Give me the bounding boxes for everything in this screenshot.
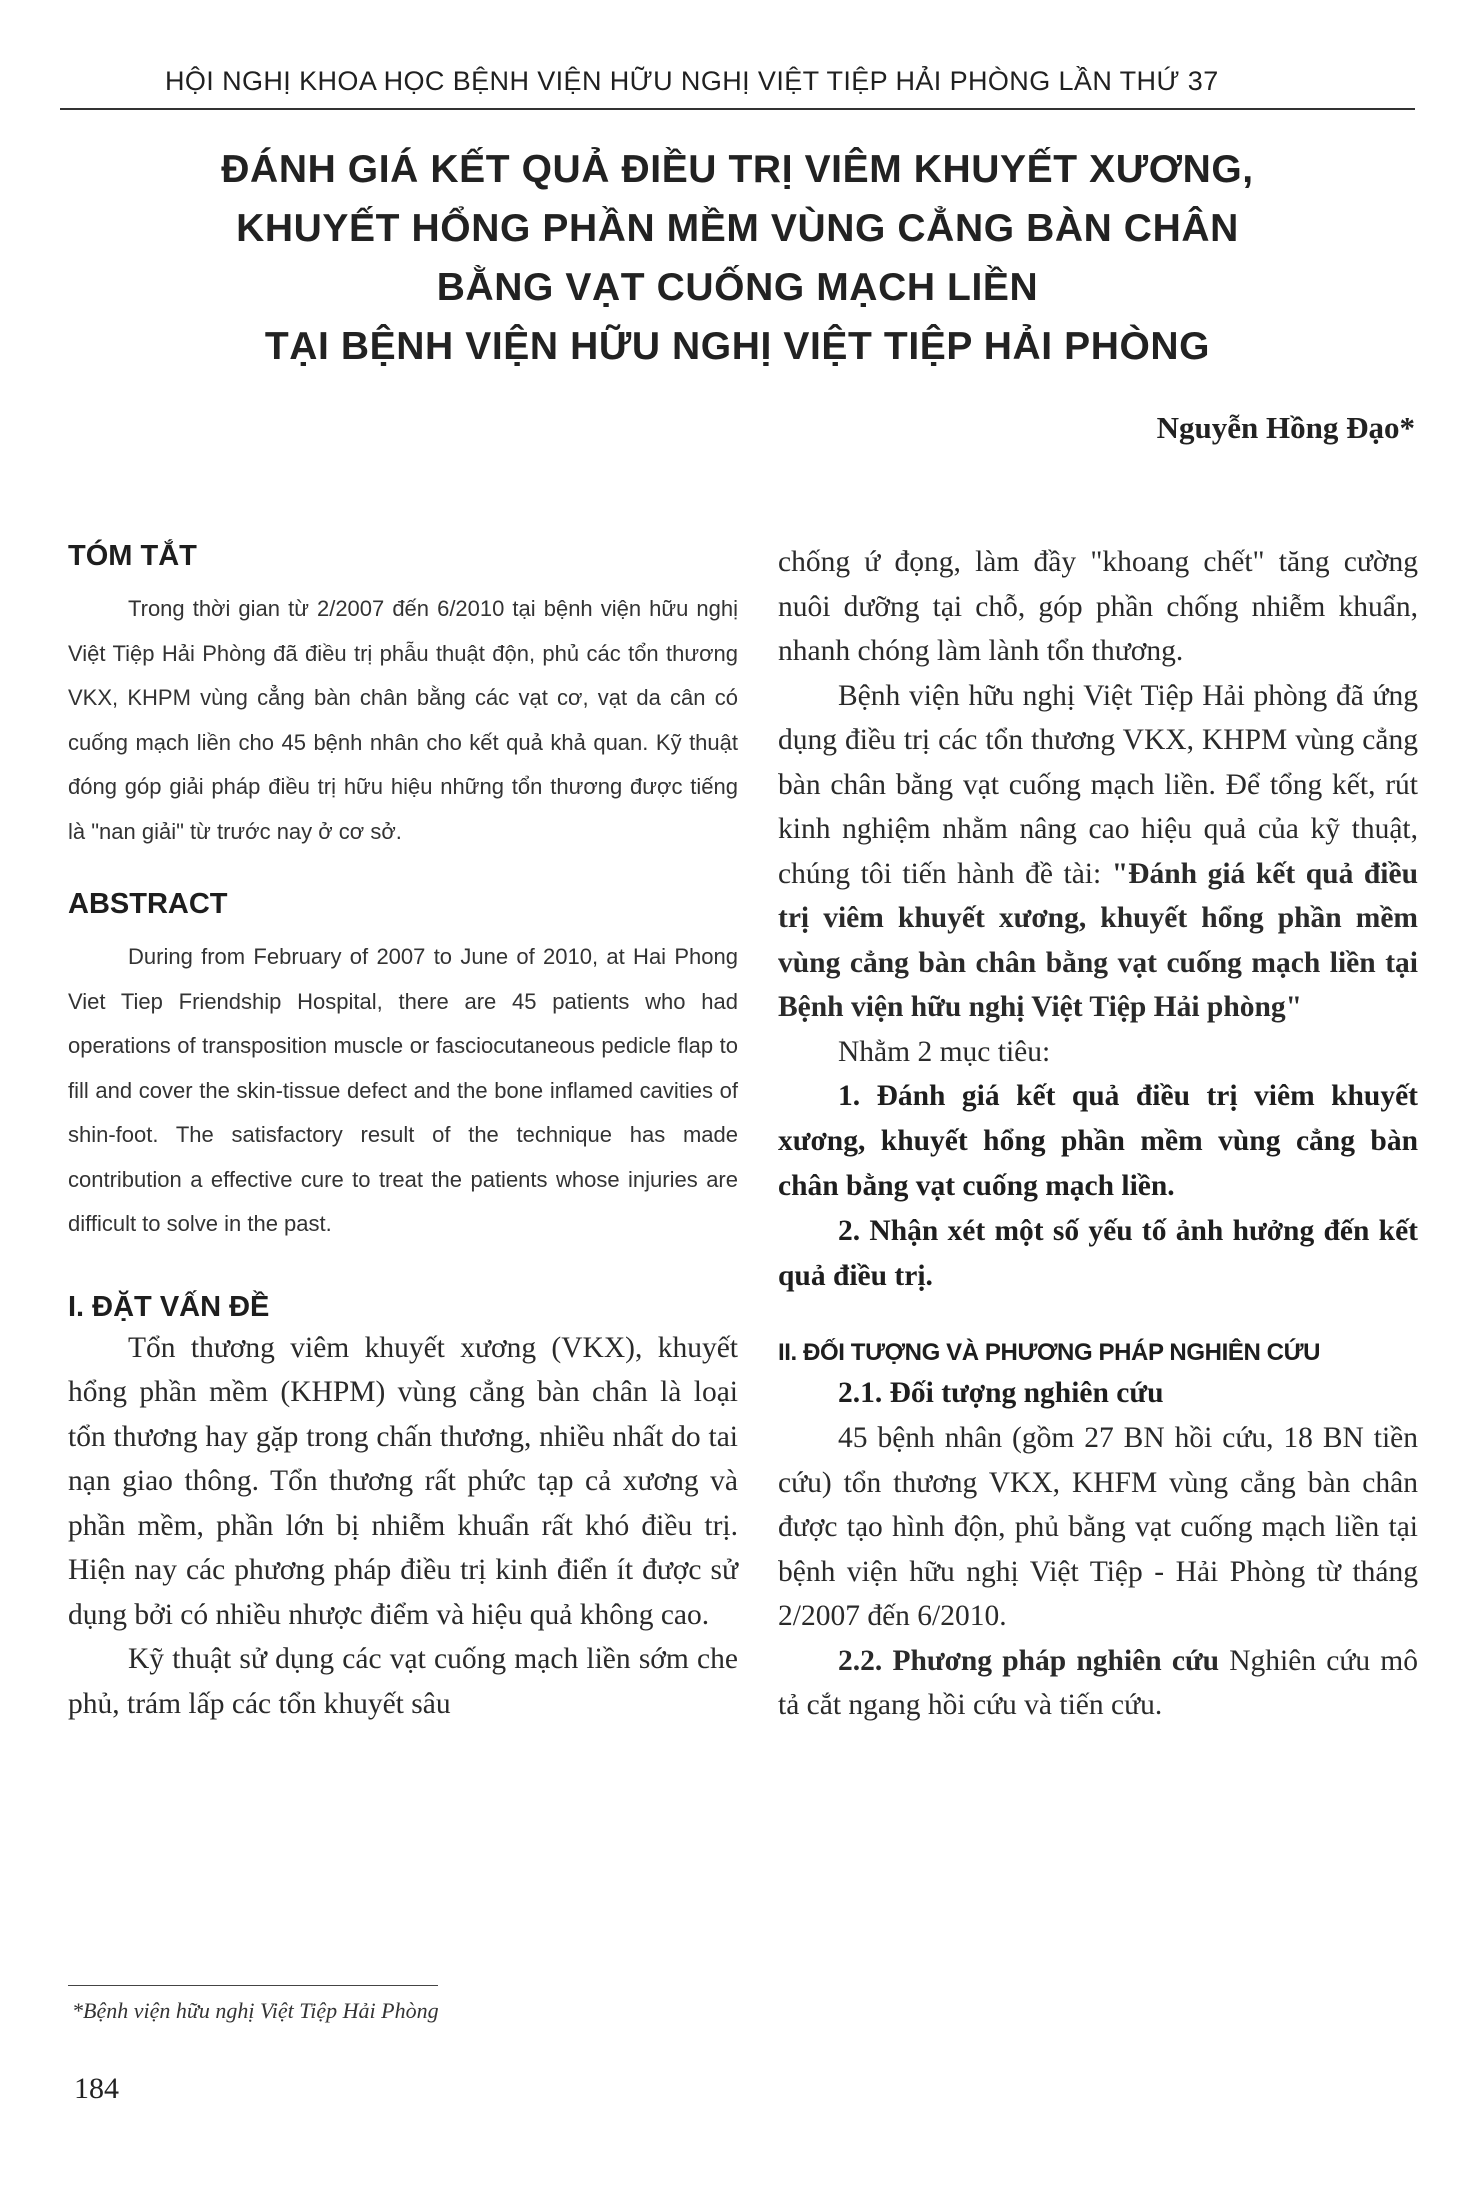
footnote: *Bệnh viện hữu nghị Việt Tiệp Hải Phòng <box>72 1998 439 2023</box>
section2-heading: II. ĐỐI TƯỢNG VÀ PHƯƠNG PHÁP NGHIÊN CỨU <box>778 1339 1321 1366</box>
subsection-2-2 <box>778 1639 1418 1728</box>
author: Nguyễn Hồng Đạo* <box>1156 410 1415 445</box>
left-column <box>68 540 738 1726</box>
section1-paragraph-1: Tổn thương viêm khuyết xương (VKX), khuyết hổng phần mềm (KHPM) vùng cẳng bàn chân là loại tổn thương hay gặp trong chấn thương, nhiều nhất do tai nạn giao thông. Tổn thương rất phức tạp cả xương và phần mềm, phần lớn bị nhiễm khuẩn rất khó điều trị. Hiện nay các phương pháp điều trị kinh điển ít được sử dụng bởi có nhiều nhược điểm và hiệu quả không cao. <box>68 1331 738 1631</box>
summary-heading: TÓM TẮT <box>68 540 197 572</box>
summary-text: Trong thời gian từ 2/2007 đến 6/2010 tại bệnh viện hữu nghị Việt Tiệp Hải Phòng đã điều trị phẫu thuật độn, phủ các tổn thương VKX, KHPM vùng cẳng bàn chân bằng các vạt cơ, vạt da cân có cuống mạch liền cho 45 bệnh nhân cho kết quả khả quan. Kỹ thuật đóng góp giải pháp điều trị hữu hiệu những tổn thương được tiếng là "nan giải" từ trước nay ở cơ sở. <box>68 596 738 844</box>
section1-heading: I. ĐẶT VẤN ĐỀ <box>68 1290 270 1323</box>
page-number: 184 <box>74 2072 119 2105</box>
right-column <box>778 540 1418 1728</box>
objectives-intro: Nhằm 2 mục tiêu: <box>838 1035 1051 1068</box>
paragraph-3-text: Bệnh viện hữu nghị Việt Tiệp Hải phòng đã ứng dụng điều trị các tổn thương VKX, KHPM vùng cẳng bàn chân bằng vạt cuống mạch liền. Để tổng kết, rút kinh nghiệm nhằm nâng cao hiệu quả của kỹ thuật, chúng tôi tiến hành đề tài: <box>778 679 1418 890</box>
article-title <box>130 140 1345 376</box>
subsection-2-2-text: Nghiên cứu mô tả cắt ngang hồi cứu và tiến cứu. <box>778 1644 1418 1721</box>
section1-paragraph-2-continued: chống ứ đọng, làm đầy "khoang chết" tăng cường nuôi dưỡng tại chỗ, góp phần chống nhiễm khuẩn, nhanh chóng làm lành tổn thương. <box>778 546 1418 667</box>
footnote-rule <box>68 1985 438 1986</box>
header-rule <box>60 108 1415 110</box>
objective-1: 1. Đánh giá kết quả điều trị viêm khuyết xương, khuyết hổng phần mềm vùng cẳng bàn chân bằng vạt cuống mạch liền. <box>778 1080 1418 1202</box>
subsection-2-1-text: 45 bệnh nhân (gồm 27 BN hồi cứu, 18 BN tiền cứu) tổn thương VKX, KHFM vùng cẳng bàn chân được tạo hình độn, phủ bằng vạt cuống mạch liền tại bệnh viện hữu nghị Việt Tiệp - Hải Phòng từ tháng 2/2007 đến 6/2010. <box>778 1422 1418 1632</box>
title-line-4: TẠI BỆNH VIỆN HỮU NGHỊ VIỆT TIỆP HẢI PHÒNG <box>264 325 1211 368</box>
subsection-2-1-heading: 2.1. Đối tượng nghiên cứu <box>838 1377 1164 1409</box>
title-line-1: ĐÁNH GIÁ KẾT QUẢ ĐIỀU TRỊ VIÊM KHUYẾT XƯƠNG, <box>221 148 1254 191</box>
study-title-quote: "Đánh giá kết quả điều trị viêm khuyết xương, khuyết hổng phần mềm vùng cẳng bàn chân bằng vạt cuống mạch liền tại Bệnh viện hữu nghị Việt Tiệp Hải phòng" <box>778 857 1418 1023</box>
subsection-2-2-heading: 2.2. Phương pháp nghiên cứu <box>838 1644 1220 1677</box>
section1-paragraph-2: Kỹ thuật sử dụng các vạt cuống mạch liền sớm che phủ, trám lấp các tổn khuyết sâu <box>68 1643 738 1720</box>
abstract-heading: ABSTRACT <box>68 888 228 920</box>
title-line-3: BẰNG VẠT CUỐNG MẠCH LIỀN <box>436 266 1039 309</box>
abstract-text: During from February of 2007 to June of 2010, at Hai Phong Viet Tiep Friendship Hospital, there are 45 patients who had operations of transposition muscle or fasciocutaneous pedicle flap to fill and cover the skin-tissue defect and the bone inflamed cavities of shin-foot. The satisfactory result of the technique has made contribution a effective cure to treat the patients whose injuries are difficult to solve in the past. <box>68 944 738 1236</box>
running-header: HỘI NGHỊ KHOA HỌC BỆNH VIỆN HỮU NGHỊ VIỆT TIỆP HẢI PHÒNG LẦN THỨ 37 <box>165 66 1219 96</box>
title-line-2: KHUYẾT HỔNG PHẦN MỀM VÙNG CẲNG BÀN CHÂN <box>236 207 1239 250</box>
objective-2: 2. Nhận xét một số yếu tố ảnh hưởng đến kết quả điều trị. <box>778 1215 1418 1292</box>
section1-paragraph-3 <box>778 674 1418 1030</box>
